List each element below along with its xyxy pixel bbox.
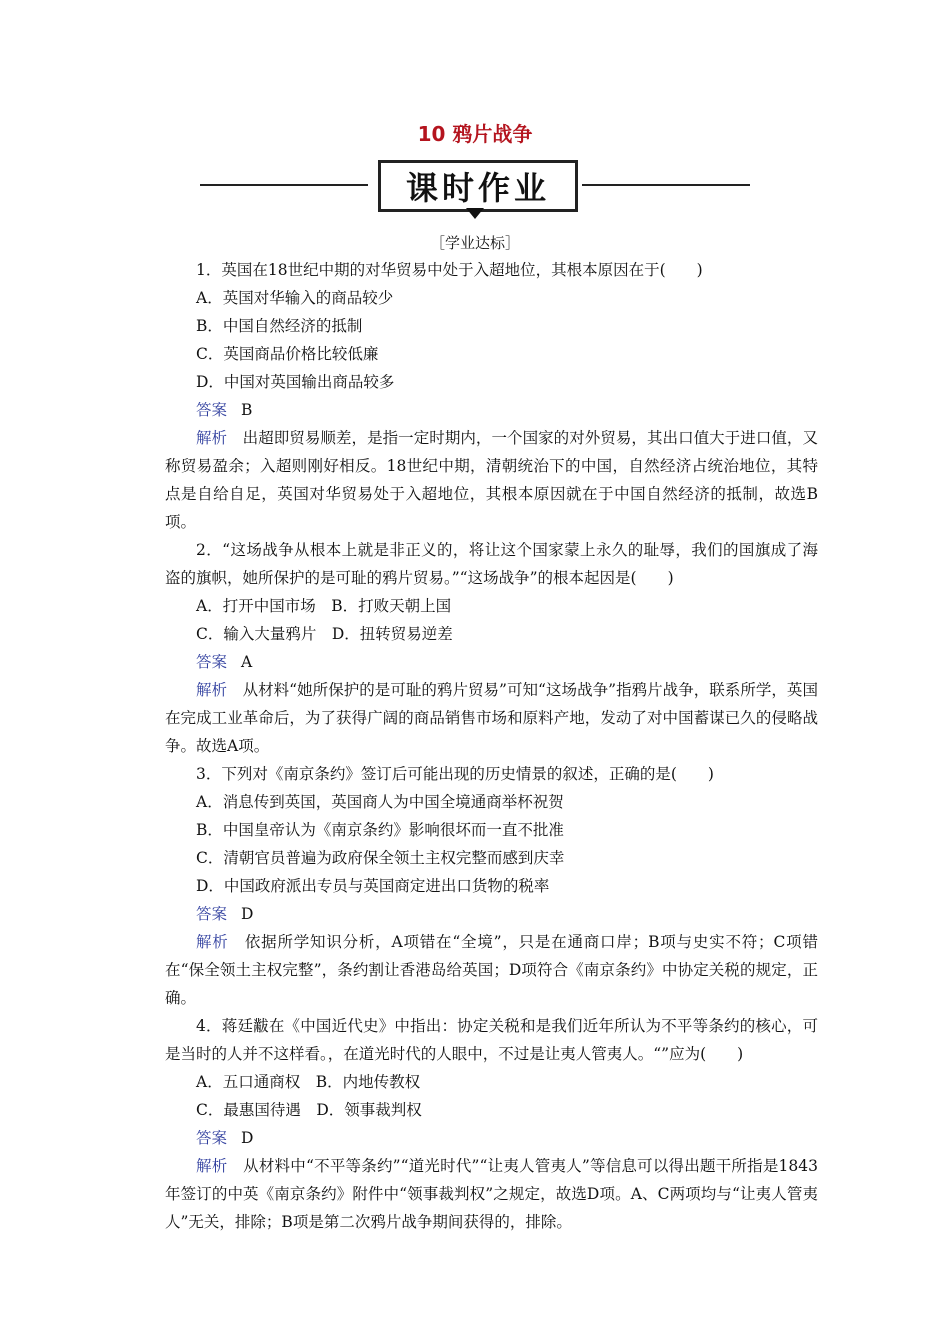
banner-pointer-icon (466, 208, 484, 219)
analysis-text: 从材料中“不平等条约”“道光时代”“让夷人管夷人”等信息可以得出题干所指是1843年签订的中英《南京条约》附件中“领事裁判权”之规定，故选D项。A、C两项均与“让夷人管夷人”无关，排除；B项是第二次鸦片战争期间获得的，排除。 (165, 1157, 818, 1231)
option-a: A．英国对华输入的商品较少 (196, 289, 394, 307)
option-d: D．中国政府派出专员与英国商定进出口货物的税率 (196, 877, 550, 895)
question-stem: 1．英国在18世纪中期的对华贸易中处于入超地位，其根本原因在于( ) (196, 261, 703, 279)
banner-left-rule (200, 184, 368, 186)
answer-line (165, 1124, 818, 1152)
answer-line (165, 648, 818, 676)
question-1 (165, 256, 818, 536)
answer-value: D (241, 905, 254, 923)
answer-value: A (241, 653, 253, 671)
options-row-cd: C．输入大量鸦片 D．扭转贸易逆差 (196, 625, 453, 643)
analysis-paragraph (165, 1152, 818, 1236)
analysis-paragraph (165, 424, 818, 536)
lesson-title: 10 鸦片战争 (417, 122, 533, 146)
answer-line (165, 900, 818, 928)
banner-right-rule (582, 184, 750, 186)
option-c: C．清朝官员普遍为政府保全领土主权完整而感到庆幸 (196, 849, 565, 867)
options-row-ab: A．五口通商权 B．内地传教权 (196, 1073, 421, 1091)
option-b: B．中国自然经济的抵制 (196, 317, 363, 335)
options-row-cd: C．最惠国待遇 D．领事裁判权 (196, 1101, 422, 1119)
answer-label: 答案 (196, 905, 228, 923)
question-stem: 4．蒋廷黻在《中国近代史》中指出：协定关税和是我们近年所认为不平等条约的核心，可是当时的人并不这样看。，在道光时代的人眼中，不过是让夷人管夷人。“”应为( ) (165, 1017, 818, 1063)
analysis-label: 解析 (196, 429, 228, 447)
analysis-label: 解析 (196, 681, 228, 699)
analysis-text: 出超即贸易顺差，是指一定时期内，一个国家的对外贸易，其出口值大于进口值，又称贸易盈余；入超则刚好相反。18世纪中期，清朝统治下的中国，自然经济占统治地位，其特点是自给自足，英国对华贸易处于入超地位，其根本原因就在于中国自然经济的抵制，故选B项。 (165, 429, 818, 531)
options-row-ab: A．打开中国市场 B．打败天朝上国 (196, 597, 452, 615)
analysis-text: 依据所学知识分析，A项错在“全境”，只是在通商口岸；B项与史实不符；C项错在“保全领土主权完整”，条约割让香港岛给英国；D项符合《南京条约》中协定关税的规定，正确。 (165, 933, 818, 1007)
option-c: C．英国商品价格比较低廉 (196, 345, 379, 363)
option-b: B．中国皇帝认为《南京条约》影响很坏而一直不批准 (196, 821, 564, 839)
subsection-heading: ［学业达标］ (429, 234, 520, 252)
answer-label: 答案 (196, 401, 228, 419)
question-list (165, 256, 818, 1236)
question-3 (165, 760, 818, 1012)
analysis-label: 解析 (196, 933, 229, 951)
question-stem: 2．“这场战争从根本上就是非正义的，将让这个国家蒙上永久的耻辱，我们的国旗成了海盗的旗帜，她所保护的是可耻的鸦片贸易。”“这场战争”的根本起因是( ) (165, 541, 818, 587)
analysis-label: 解析 (196, 1157, 228, 1175)
section-banner-text: 课时作业 (405, 169, 550, 207)
analysis-text: 从材料“她所保护的是可耻的鸦片贸易”可知“这场战争”指鸦片战争，联系所学，英国在完成工业革命后，为了获得广阔的商品销售市场和原料产地，发动了对中国蓄谋已久的侵略战争。故选A项。 (165, 681, 818, 755)
answer-line (165, 396, 818, 424)
question-4 (165, 1012, 818, 1236)
answer-label: 答案 (196, 653, 228, 671)
analysis-paragraph (165, 928, 818, 1012)
analysis-paragraph (165, 676, 818, 760)
answer-value: B (241, 401, 253, 419)
question-2 (165, 536, 818, 760)
option-d: D．中国对英国输出商品较多 (196, 373, 395, 391)
option-a: A．消息传到英国，英国商人为中国全境通商举杯祝贺 (196, 793, 564, 811)
section-banner (378, 160, 578, 212)
answer-value: D (241, 1129, 254, 1147)
question-stem: 3．下列对《南京条约》签订后可能出现的历史情景的叙述，正确的是( ) (196, 765, 714, 783)
answer-label: 答案 (196, 1129, 228, 1147)
